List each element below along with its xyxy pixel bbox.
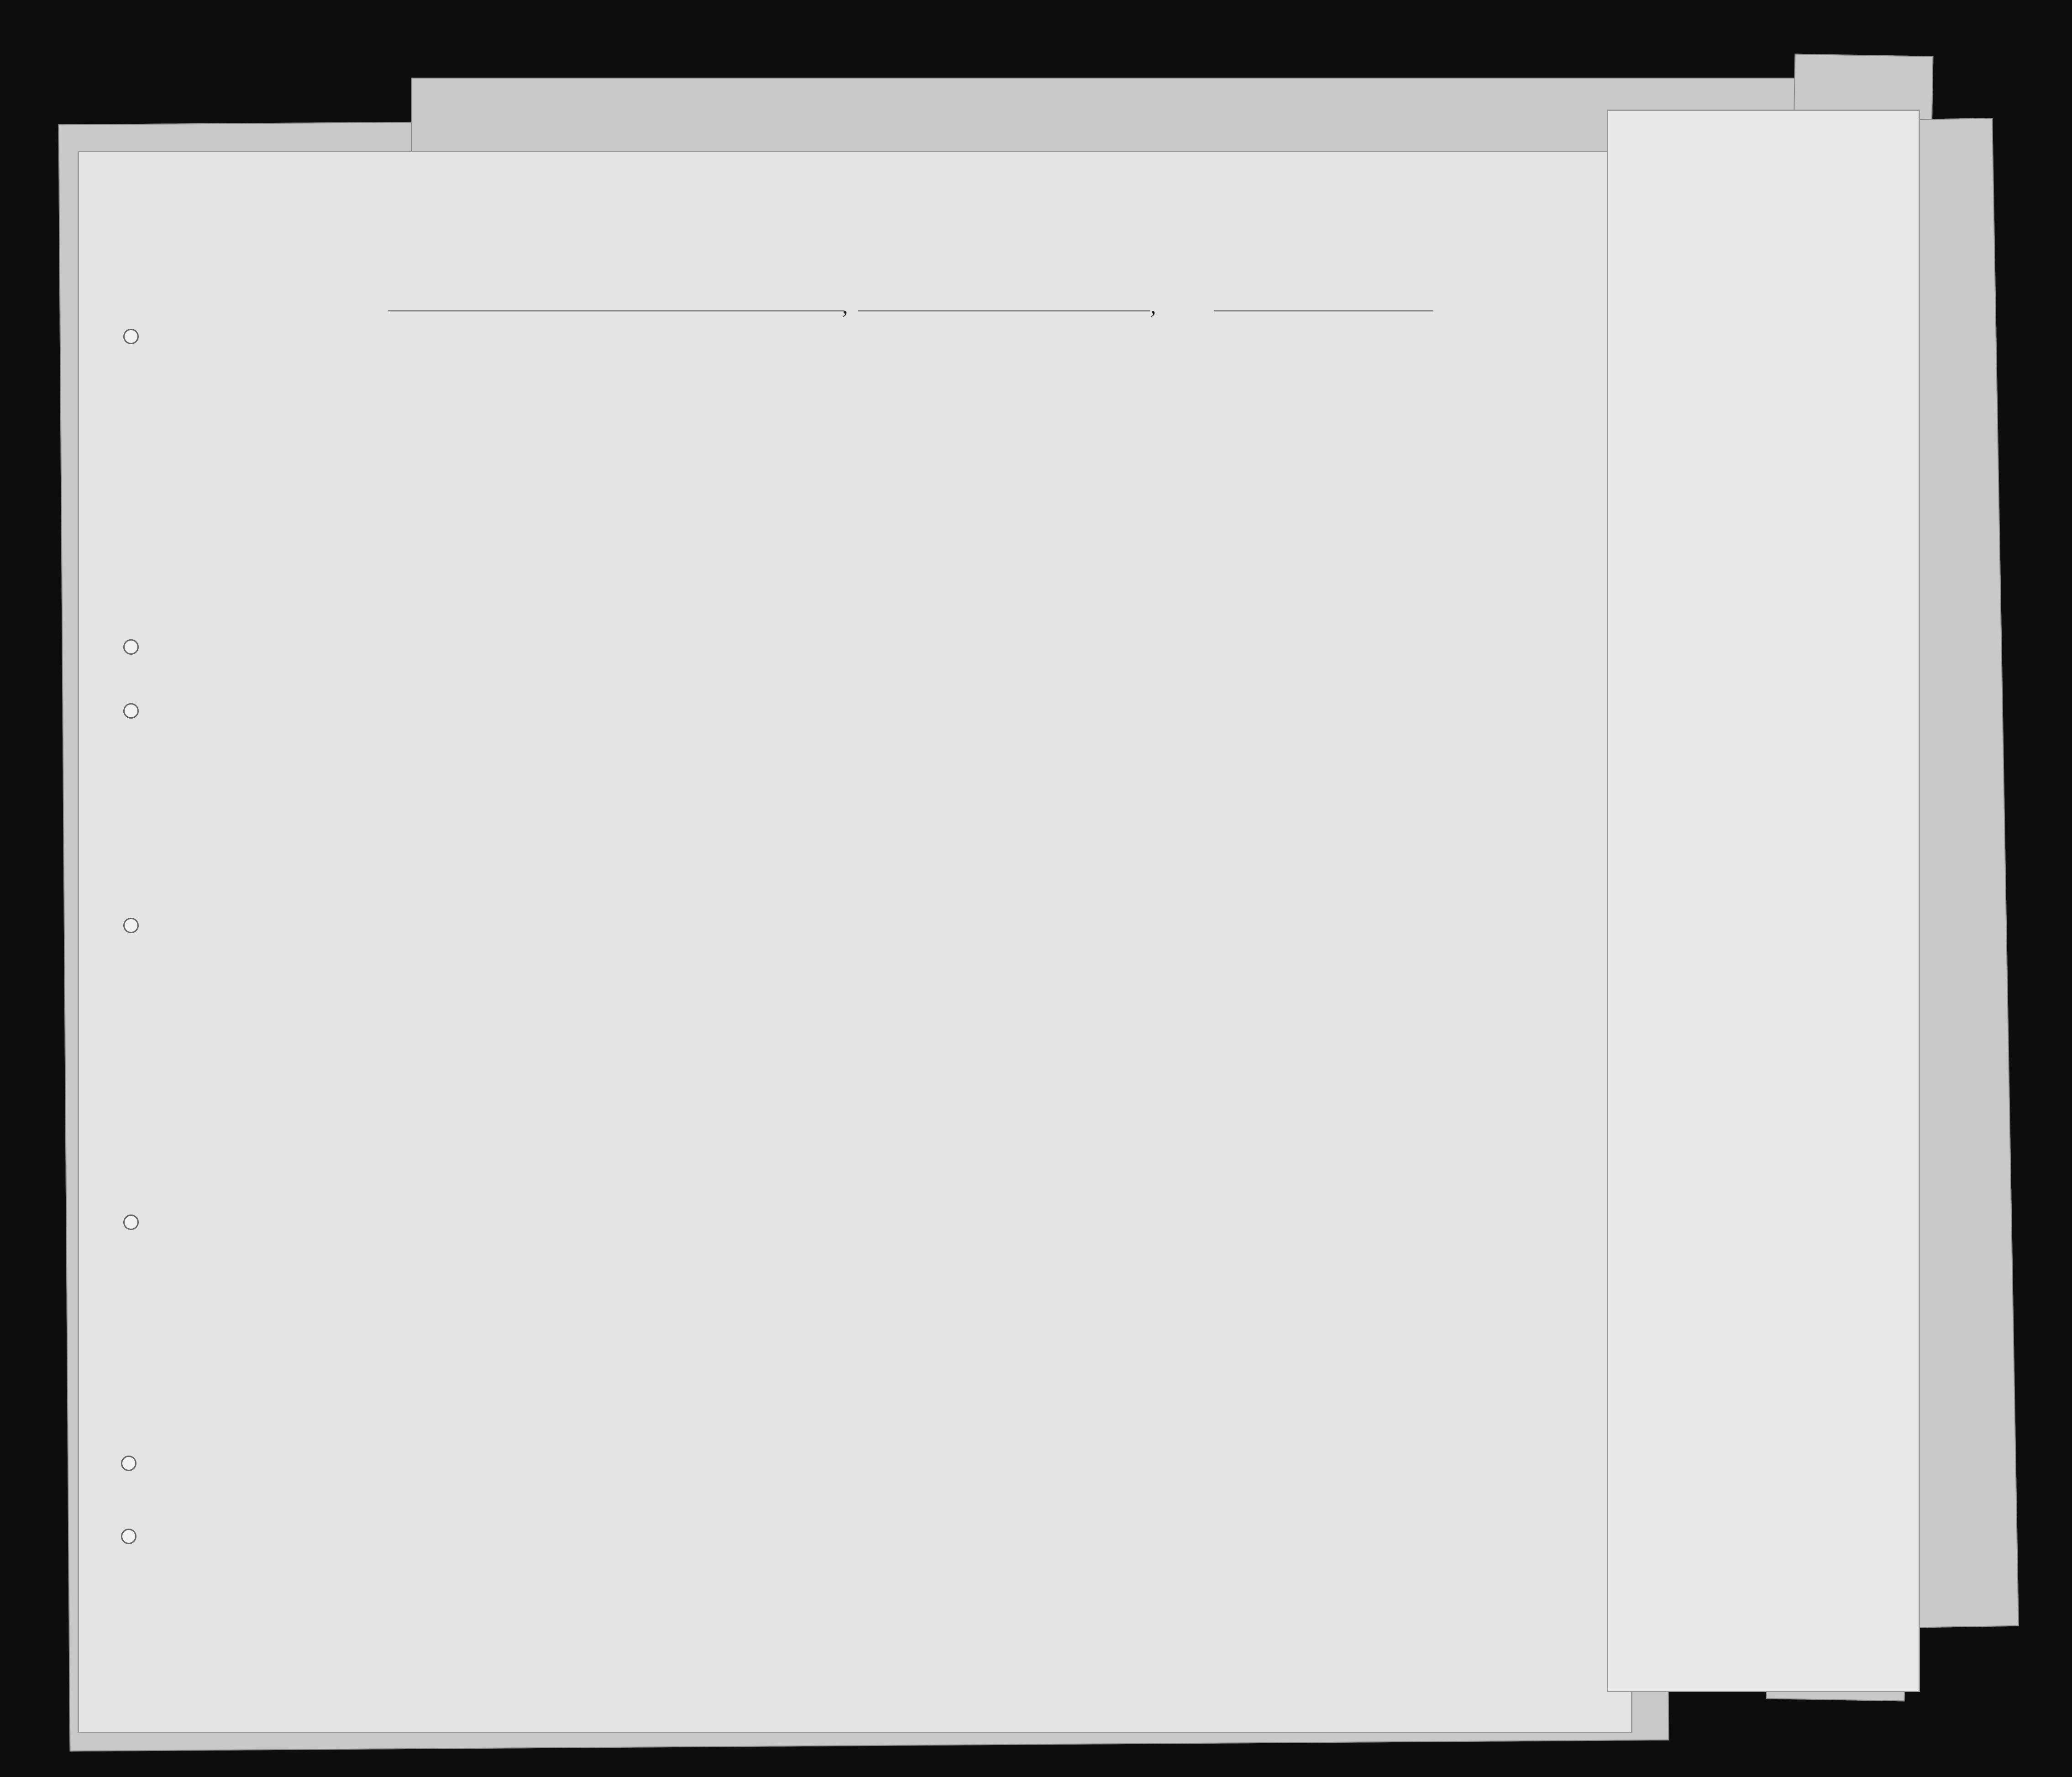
punch-hole [123, 329, 139, 344]
punch-hole [123, 1214, 139, 1230]
punch-hole [123, 918, 139, 933]
comma: , [842, 293, 848, 318]
punch-hole [121, 1529, 136, 1544]
punch-hole [121, 1456, 136, 1471]
comma: , [1150, 293, 1156, 318]
punch-hole [123, 703, 139, 719]
punch-hole [123, 639, 139, 655]
